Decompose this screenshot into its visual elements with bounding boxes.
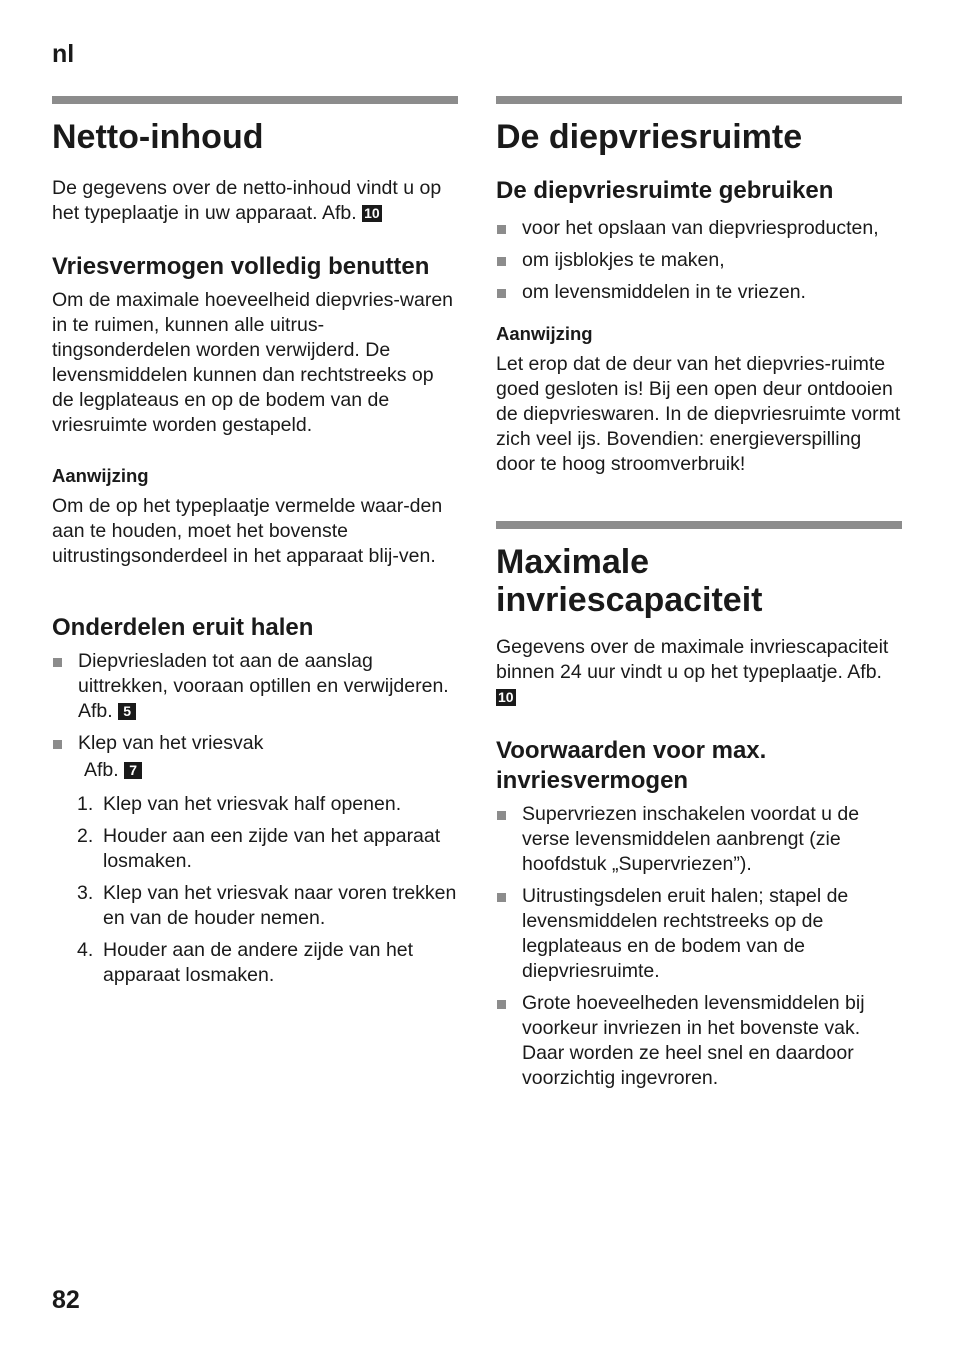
note-paragraph: Let erop dat de deur van het diepvries-ruimte goed gesloten is! Bij een open deur ontdooien de diepvrieswaren. In de diepvriesruimte vormt zich veel ijs. Bovendien: energieverspilling door te hoog stroomverbruik!	[496, 353, 901, 475]
figure-reference-badge: 7	[124, 762, 142, 779]
step-item: 1. Klep van het vriesvak half openen.	[77, 793, 402, 815]
intro-paragraph: De gegevens over de netto-inhoud vindt u op het typeplaatje in uw apparaat. Afb. 10	[52, 177, 442, 224]
removal-list	[52, 649, 458, 756]
square-bullet-icon	[497, 289, 506, 298]
square-bullet-icon	[497, 257, 506, 266]
list-item: om ijsblokjes te maken,	[496, 248, 902, 273]
note-heading: Aanwijzing	[52, 465, 149, 486]
square-bullet-icon	[497, 225, 506, 234]
list-item: Grote hoeveelheden levensmiddelen bij voorkeur invriezen in het bovenste vak. Daar worden ze heel snel en daardoor voorzichtig ingevroren.	[496, 991, 902, 1091]
figure-reference-badge: 10	[498, 689, 514, 705]
note-heading: Aanwijzing	[496, 323, 593, 344]
figure-reference-badge: 5	[118, 703, 136, 720]
step-item: 3. Klep van het vriesvak naar voren trekken en van de houder nemen.	[77, 882, 457, 929]
subheading-voorwaarden: Voorwaarden voor max. invriesvermogen	[496, 737, 767, 794]
section-title-invriescapaciteit: Maximale invriescapaciteit	[496, 543, 763, 619]
note-paragraph: Om de op het typeplaatje vermelde waar-den aan te houden, moet het bovenste uitrustingsonderdeel in het apparaat blij-ven.	[52, 495, 443, 567]
section-divider	[496, 96, 902, 104]
square-bullet-icon	[497, 1000, 506, 1009]
left-column	[52, 96, 458, 995]
steps-list	[52, 792, 458, 988]
step-item: 4. Houder aan de andere zijde van het apparaat losmaken.	[77, 939, 414, 986]
list-item: Diepvriesladen tot aan de aanslag uittrekken, vooraan optillen en verwijderen. Afb. 5	[52, 649, 458, 724]
invriescapaciteit-paragraph: Gegevens over de maximale invriescapaciteit binnen 24 uur vindt u op het typeplaatje. Afb. 10	[496, 636, 889, 705]
section-title-diepvriesruimte: De diepvriesruimte	[496, 118, 803, 156]
square-bullet-icon	[497, 893, 506, 902]
conditions-list	[496, 802, 902, 1091]
list-item: Supervriezen inschakelen voordat u de verse levensmiddelen aanbrengt (zie hoofdstuk „Supervriezen”).	[496, 802, 902, 877]
square-bullet-icon	[497, 811, 506, 820]
subheading-onderdelen: Onderdelen eruit halen	[52, 614, 314, 641]
section-title-netto-inhoud: Netto-inhoud	[52, 118, 264, 156]
list-item: Uitrustingsdelen eruit halen; stapel de levensmiddelen rechtstreeks op de legplateaus en de bodem van de diepvriesruimte.	[496, 884, 902, 984]
section-divider	[52, 96, 458, 104]
section-divider	[496, 521, 902, 529]
list-item: Klep van het vriesvak	[52, 731, 458, 756]
list-item: voor het opslaan van diepvriesproducten,	[496, 216, 902, 241]
page-number: 82	[52, 1286, 80, 1314]
square-bullet-icon	[53, 740, 62, 749]
vriesvermogen-paragraph: Om de maximale hoeveelheid diepvries-waren in te ruimen, kunnen alle uitrus-tingsonderdelen worden verwijderd. De levensmiddelen kunnen dan rechtstreeks op de legplateaus en op de bodem van de vriesruimte worden gestapeld.	[52, 289, 454, 436]
language-label: nl	[52, 40, 75, 68]
subheading-vriesvermogen: Vriesvermogen volledig benutten	[52, 253, 430, 280]
figure-reference-line: Afb. 7	[52, 758, 458, 783]
list-item: om levensmiddelen in te vriezen.	[496, 280, 902, 305]
figure-reference-badge: 10	[364, 205, 380, 221]
subheading-gebruiken: De diepvriesruimte gebruiken	[496, 177, 834, 204]
right-column	[496, 96, 902, 1098]
usage-list	[496, 216, 902, 305]
step-item: 2. Houder aan een zijde van het apparaat losmaken.	[77, 825, 441, 872]
square-bullet-icon	[53, 658, 62, 667]
